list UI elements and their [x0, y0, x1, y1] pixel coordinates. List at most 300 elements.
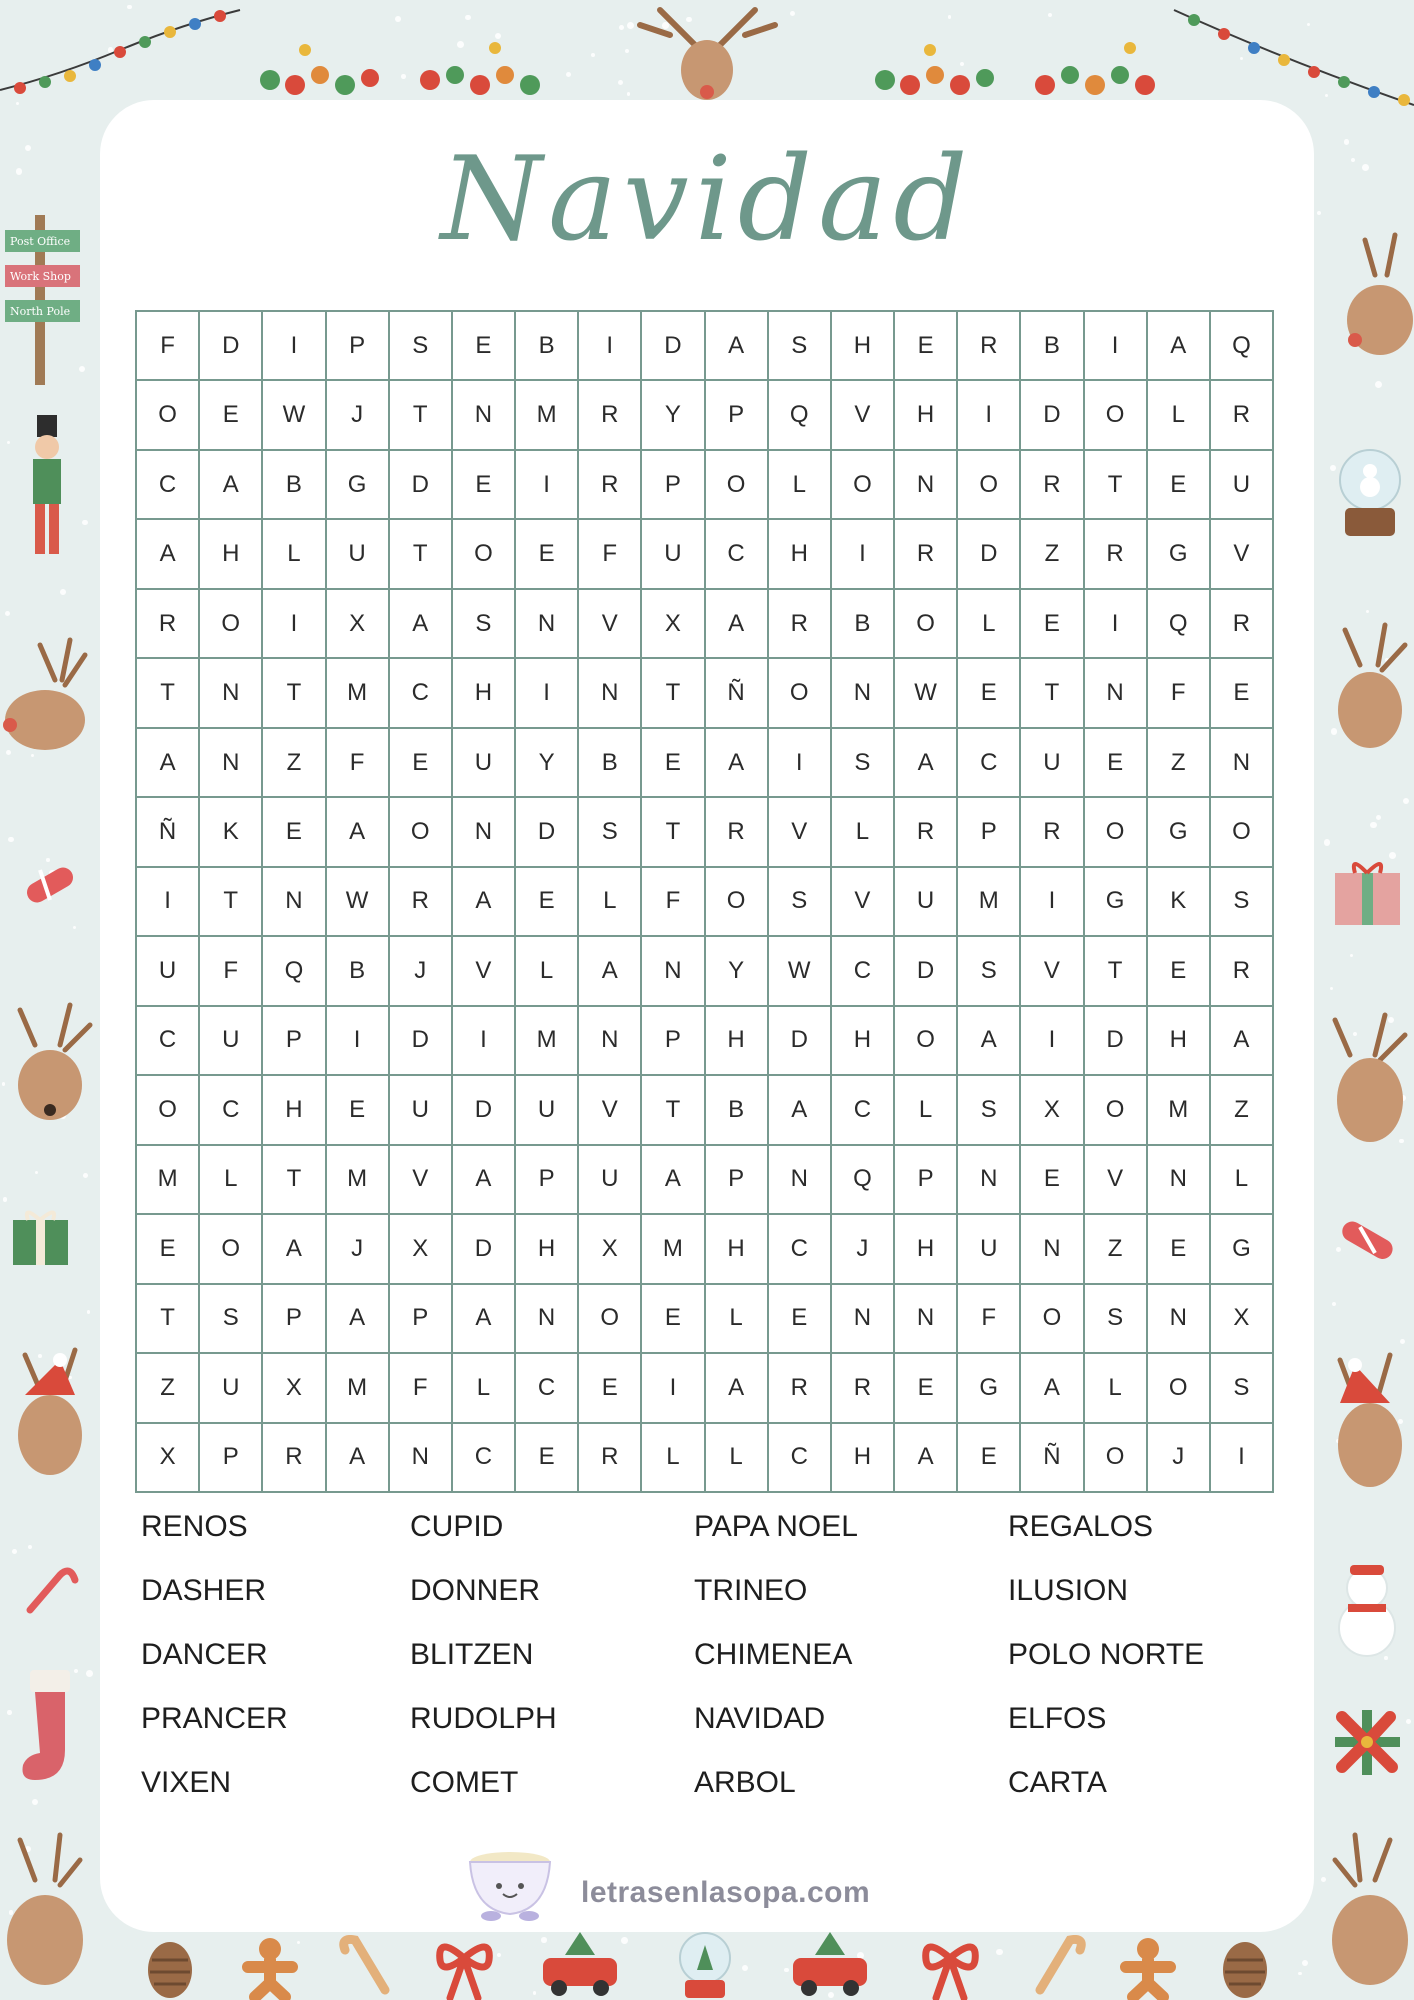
grid-cell[interactable]: O	[1085, 1424, 1148, 1493]
grid-cell[interactable]: O	[137, 381, 200, 450]
grid-cell[interactable]: I	[327, 1007, 390, 1076]
grid-cell[interactable]: E	[895, 312, 958, 381]
grid-cell[interactable]: H	[895, 381, 958, 450]
grid-cell[interactable]: E	[390, 729, 453, 798]
grid-cell[interactable]: P	[706, 1146, 769, 1215]
grid-cell[interactable]: P	[390, 1285, 453, 1354]
grid-cell[interactable]: B	[327, 937, 390, 1006]
grid-cell[interactable]: P	[263, 1285, 326, 1354]
grid-cell[interactable]: L	[706, 1424, 769, 1493]
grid-cell[interactable]: N	[453, 381, 516, 450]
grid-cell[interactable]: M	[327, 1354, 390, 1423]
grid-cell[interactable]: A	[642, 1146, 705, 1215]
grid-cell[interactable]: O	[832, 451, 895, 520]
grid-cell[interactable]: F	[390, 1354, 453, 1423]
grid-cell[interactable]: N	[200, 659, 263, 728]
grid-cell[interactable]: F	[1148, 659, 1211, 728]
grid-cell[interactable]: Y	[706, 937, 769, 1006]
grid-cell[interactable]: I	[1085, 590, 1148, 659]
grid-cell[interactable]: E	[1085, 729, 1148, 798]
grid-cell[interactable]: Z	[137, 1354, 200, 1423]
grid-cell[interactable]: K	[200, 798, 263, 867]
grid-cell[interactable]: S	[200, 1285, 263, 1354]
grid-cell[interactable]: H	[706, 1215, 769, 1284]
grid-cell[interactable]: N	[1148, 1285, 1211, 1354]
grid-cell[interactable]: O	[453, 520, 516, 589]
grid-cell[interactable]: I	[263, 590, 326, 659]
grid-cell[interactable]: X	[263, 1354, 326, 1423]
grid-cell[interactable]: H	[832, 1424, 895, 1493]
grid-cell[interactable]: T	[263, 659, 326, 728]
grid-cell[interactable]: O	[137, 1076, 200, 1145]
grid-cell[interactable]: E	[895, 1354, 958, 1423]
grid-cell[interactable]: D	[390, 451, 453, 520]
grid-cell[interactable]: C	[769, 1215, 832, 1284]
grid-cell[interactable]: L	[642, 1424, 705, 1493]
grid-cell[interactable]: A	[453, 1285, 516, 1354]
grid-cell[interactable]: O	[579, 1285, 642, 1354]
grid-cell[interactable]: S	[390, 312, 453, 381]
grid-cell[interactable]: S	[958, 937, 1021, 1006]
grid-cell[interactable]: V	[390, 1146, 453, 1215]
grid-cell[interactable]: U	[1211, 451, 1274, 520]
grid-cell[interactable]: Ñ	[137, 798, 200, 867]
grid-cell[interactable]: R	[832, 1354, 895, 1423]
grid-cell[interactable]: N	[453, 798, 516, 867]
grid-cell[interactable]: T	[137, 1285, 200, 1354]
grid-cell[interactable]: P	[706, 381, 769, 450]
grid-cell[interactable]: U	[579, 1146, 642, 1215]
grid-cell[interactable]: A	[1211, 1007, 1274, 1076]
grid-cell[interactable]: F	[642, 868, 705, 937]
grid-cell[interactable]: P	[895, 1146, 958, 1215]
grid-cell[interactable]: G	[1148, 798, 1211, 867]
grid-cell[interactable]: W	[263, 381, 326, 450]
grid-cell[interactable]: E	[769, 1285, 832, 1354]
grid-cell[interactable]: X	[390, 1215, 453, 1284]
grid-cell[interactable]: I	[516, 451, 579, 520]
grid-cell[interactable]: G	[1148, 520, 1211, 589]
grid-cell[interactable]: O	[1148, 1354, 1211, 1423]
grid-cell[interactable]: F	[579, 520, 642, 589]
grid-cell[interactable]: L	[453, 1354, 516, 1423]
grid-cell[interactable]: E	[1021, 590, 1084, 659]
grid-cell[interactable]: L	[1148, 381, 1211, 450]
grid-cell[interactable]: R	[579, 451, 642, 520]
grid-cell[interactable]: N	[895, 451, 958, 520]
grid-cell[interactable]: C	[137, 451, 200, 520]
grid-cell[interactable]: H	[516, 1215, 579, 1284]
grid-cell[interactable]: C	[516, 1354, 579, 1423]
grid-cell[interactable]: H	[832, 1007, 895, 1076]
grid-cell[interactable]: R	[1021, 451, 1084, 520]
grid-cell[interactable]: C	[137, 1007, 200, 1076]
grid-cell[interactable]: S	[453, 590, 516, 659]
grid-cell[interactable]: C	[390, 659, 453, 728]
grid-cell[interactable]: X	[137, 1424, 200, 1493]
grid-cell[interactable]: E	[200, 381, 263, 450]
grid-cell[interactable]: L	[706, 1285, 769, 1354]
grid-cell[interactable]: T	[390, 381, 453, 450]
grid-cell[interactable]: H	[200, 520, 263, 589]
grid-cell[interactable]: O	[706, 451, 769, 520]
grid-cell[interactable]: N	[1148, 1146, 1211, 1215]
grid-cell[interactable]: S	[958, 1076, 1021, 1145]
grid-cell[interactable]: U	[200, 1007, 263, 1076]
grid-cell[interactable]: W	[895, 659, 958, 728]
grid-cell[interactable]: C	[958, 729, 1021, 798]
grid-cell[interactable]: I	[642, 1354, 705, 1423]
grid-cell[interactable]: B	[706, 1076, 769, 1145]
grid-cell[interactable]: A	[263, 1215, 326, 1284]
grid-cell[interactable]: I	[832, 520, 895, 589]
grid-cell[interactable]: J	[1148, 1424, 1211, 1493]
grid-cell[interactable]: K	[1148, 868, 1211, 937]
grid-cell[interactable]: A	[137, 729, 200, 798]
grid-cell[interactable]: D	[1021, 381, 1084, 450]
grid-cell[interactable]: T	[642, 1076, 705, 1145]
grid-cell[interactable]: Ñ	[706, 659, 769, 728]
grid-cell[interactable]: V	[832, 868, 895, 937]
grid-cell[interactable]: Z	[1085, 1215, 1148, 1284]
grid-cell[interactable]: U	[958, 1215, 1021, 1284]
grid-cell[interactable]: E	[958, 1424, 1021, 1493]
grid-cell[interactable]: G	[1085, 868, 1148, 937]
grid-cell[interactable]: I	[137, 868, 200, 937]
grid-cell[interactable]: P	[642, 1007, 705, 1076]
grid-cell[interactable]: T	[263, 1146, 326, 1215]
grid-cell[interactable]: P	[516, 1146, 579, 1215]
grid-cell[interactable]: G	[1211, 1215, 1274, 1284]
grid-cell[interactable]: O	[706, 868, 769, 937]
grid-cell[interactable]: D	[642, 312, 705, 381]
grid-cell[interactable]: Q	[832, 1146, 895, 1215]
grid-cell[interactable]: O	[1085, 1076, 1148, 1145]
grid-cell[interactable]: E	[263, 798, 326, 867]
grid-cell[interactable]: N	[579, 1007, 642, 1076]
grid-cell[interactable]: A	[327, 1424, 390, 1493]
grid-cell[interactable]: I	[516, 659, 579, 728]
grid-cell[interactable]: I	[453, 1007, 516, 1076]
grid-cell[interactable]: A	[1021, 1354, 1084, 1423]
grid-cell[interactable]: D	[453, 1215, 516, 1284]
grid-cell[interactable]: O	[895, 590, 958, 659]
grid-cell[interactable]: U	[642, 520, 705, 589]
grid-cell[interactable]: T	[137, 659, 200, 728]
grid-cell[interactable]: C	[200, 1076, 263, 1145]
grid-cell[interactable]: A	[958, 1007, 1021, 1076]
grid-cell[interactable]: I	[1021, 1007, 1084, 1076]
grid-cell[interactable]: U	[137, 937, 200, 1006]
grid-cell[interactable]: S	[1085, 1285, 1148, 1354]
grid-cell[interactable]: A	[390, 590, 453, 659]
grid-cell[interactable]: N	[769, 1146, 832, 1215]
grid-cell[interactable]: N	[516, 1285, 579, 1354]
grid-cell[interactable]: W	[769, 937, 832, 1006]
grid-cell[interactable]: X	[642, 590, 705, 659]
grid-cell[interactable]: O	[895, 1007, 958, 1076]
grid-cell[interactable]: D	[200, 312, 263, 381]
grid-cell[interactable]: H	[1148, 1007, 1211, 1076]
grid-cell[interactable]: T	[1085, 937, 1148, 1006]
grid-cell[interactable]: O	[1085, 798, 1148, 867]
grid-cell[interactable]: I	[263, 312, 326, 381]
grid-cell[interactable]: N	[1085, 659, 1148, 728]
grid-cell[interactable]: J	[832, 1215, 895, 1284]
grid-cell[interactable]: L	[769, 451, 832, 520]
grid-cell[interactable]: R	[1021, 798, 1084, 867]
grid-cell[interactable]: V	[579, 1076, 642, 1145]
grid-cell[interactable]: C	[706, 520, 769, 589]
grid-cell[interactable]: U	[1021, 729, 1084, 798]
grid-cell[interactable]: N	[263, 868, 326, 937]
grid-cell[interactable]: D	[453, 1076, 516, 1145]
grid-cell[interactable]: A	[453, 1146, 516, 1215]
grid-cell[interactable]: E	[642, 729, 705, 798]
grid-cell[interactable]: Q	[1148, 590, 1211, 659]
grid-cell[interactable]: P	[642, 451, 705, 520]
grid-cell[interactable]: A	[895, 729, 958, 798]
grid-cell[interactable]: N	[642, 937, 705, 1006]
grid-cell[interactable]: F	[200, 937, 263, 1006]
grid-cell[interactable]: A	[706, 590, 769, 659]
grid-cell[interactable]: G	[327, 451, 390, 520]
grid-cell[interactable]: M	[327, 659, 390, 728]
grid-cell[interactable]: A	[200, 451, 263, 520]
grid-cell[interactable]: O	[1085, 381, 1148, 450]
grid-cell[interactable]: A	[327, 1285, 390, 1354]
grid-cell[interactable]: L	[516, 937, 579, 1006]
grid-cell[interactable]: T	[200, 868, 263, 937]
grid-cell[interactable]: U	[516, 1076, 579, 1145]
grid-cell[interactable]: Z	[1211, 1076, 1274, 1145]
grid-cell[interactable]: E	[579, 1354, 642, 1423]
grid-cell[interactable]: R	[706, 798, 769, 867]
grid-cell[interactable]: Z	[1148, 729, 1211, 798]
grid-cell[interactable]: U	[390, 1076, 453, 1145]
grid-cell[interactable]: F	[137, 312, 200, 381]
grid-cell[interactable]: N	[579, 659, 642, 728]
grid-cell[interactable]: E	[1021, 1146, 1084, 1215]
grid-cell[interactable]: Q	[769, 381, 832, 450]
grid-cell[interactable]: A	[706, 312, 769, 381]
grid-cell[interactable]: A	[579, 937, 642, 1006]
grid-cell[interactable]: S	[1211, 868, 1274, 937]
grid-cell[interactable]: V	[1085, 1146, 1148, 1215]
grid-cell[interactable]: E	[1148, 937, 1211, 1006]
grid-cell[interactable]: D	[895, 937, 958, 1006]
grid-cell[interactable]: Ñ	[1021, 1424, 1084, 1493]
grid-cell[interactable]: J	[390, 937, 453, 1006]
grid-cell[interactable]: E	[137, 1215, 200, 1284]
grid-cell[interactable]: S	[769, 312, 832, 381]
grid-cell[interactable]: E	[1211, 659, 1274, 728]
grid-cell[interactable]: H	[769, 520, 832, 589]
grid-cell[interactable]: R	[895, 520, 958, 589]
grid-cell[interactable]: W	[327, 868, 390, 937]
grid-cell[interactable]: O	[390, 798, 453, 867]
grid-cell[interactable]: E	[516, 520, 579, 589]
grid-cell[interactable]: M	[327, 1146, 390, 1215]
grid-cell[interactable]: E	[958, 659, 1021, 728]
grid-cell[interactable]: H	[263, 1076, 326, 1145]
grid-cell[interactable]: B	[579, 729, 642, 798]
grid-cell[interactable]: I	[958, 381, 1021, 450]
grid-cell[interactable]: Q	[1211, 312, 1274, 381]
grid-cell[interactable]: P	[958, 798, 1021, 867]
grid-cell[interactable]: L	[895, 1076, 958, 1145]
grid-cell[interactable]: R	[579, 1424, 642, 1493]
grid-cell[interactable]: V	[769, 798, 832, 867]
grid-cell[interactable]: U	[327, 520, 390, 589]
grid-cell[interactable]: B	[263, 451, 326, 520]
grid-cell[interactable]: C	[832, 1076, 895, 1145]
grid-cell[interactable]: S	[832, 729, 895, 798]
grid-cell[interactable]: V	[453, 937, 516, 1006]
grid-cell[interactable]: Z	[263, 729, 326, 798]
grid-cell[interactable]: B	[516, 312, 579, 381]
grid-cell[interactable]: E	[516, 1424, 579, 1493]
grid-cell[interactable]: N	[390, 1424, 453, 1493]
grid-cell[interactable]: H	[895, 1215, 958, 1284]
grid-cell[interactable]: G	[958, 1354, 1021, 1423]
grid-cell[interactable]: N	[832, 659, 895, 728]
grid-cell[interactable]: O	[200, 590, 263, 659]
grid-cell[interactable]: D	[1085, 1007, 1148, 1076]
grid-cell[interactable]: I	[769, 729, 832, 798]
grid-cell[interactable]: A	[769, 1076, 832, 1145]
grid-cell[interactable]: N	[895, 1285, 958, 1354]
grid-cell[interactable]: N	[1021, 1215, 1084, 1284]
grid-cell[interactable]: F	[327, 729, 390, 798]
grid-cell[interactable]: I	[579, 312, 642, 381]
grid-cell[interactable]: P	[327, 312, 390, 381]
grid-cell[interactable]: I	[1211, 1424, 1274, 1493]
grid-cell[interactable]: V	[1021, 937, 1084, 1006]
grid-cell[interactable]: A	[137, 520, 200, 589]
grid-cell[interactable]: E	[1148, 451, 1211, 520]
grid-cell[interactable]: C	[832, 937, 895, 1006]
grid-cell[interactable]: D	[390, 1007, 453, 1076]
grid-cell[interactable]: L	[579, 868, 642, 937]
grid-cell[interactable]: R	[1211, 937, 1274, 1006]
grid-cell[interactable]: Q	[263, 937, 326, 1006]
grid-cell[interactable]: Y	[516, 729, 579, 798]
grid-cell[interactable]: O	[1211, 798, 1274, 867]
grid-cell[interactable]: F	[958, 1285, 1021, 1354]
grid-cell[interactable]: X	[1211, 1285, 1274, 1354]
grid-cell[interactable]: M	[1148, 1076, 1211, 1145]
grid-cell[interactable]: X	[579, 1215, 642, 1284]
grid-cell[interactable]: A	[706, 729, 769, 798]
grid-cell[interactable]: A	[895, 1424, 958, 1493]
grid-cell[interactable]: N	[516, 590, 579, 659]
grid-cell[interactable]: I	[1085, 312, 1148, 381]
grid-cell[interactable]: R	[769, 590, 832, 659]
grid-cell[interactable]: N	[200, 729, 263, 798]
grid-cell[interactable]: Y	[642, 381, 705, 450]
grid-cell[interactable]: A	[453, 868, 516, 937]
grid-cell[interactable]: S	[1211, 1354, 1274, 1423]
grid-cell[interactable]: L	[1085, 1354, 1148, 1423]
grid-cell[interactable]: U	[200, 1354, 263, 1423]
grid-cell[interactable]: P	[200, 1424, 263, 1493]
grid-cell[interactable]: B	[832, 590, 895, 659]
grid-cell[interactable]: I	[1021, 868, 1084, 937]
grid-cell[interactable]: H	[832, 312, 895, 381]
grid-cell[interactable]: C	[769, 1424, 832, 1493]
grid-cell[interactable]: C	[453, 1424, 516, 1493]
grid-cell[interactable]: B	[1021, 312, 1084, 381]
grid-cell[interactable]: T	[1085, 451, 1148, 520]
grid-cell[interactable]: M	[137, 1146, 200, 1215]
grid-cell[interactable]: J	[327, 1215, 390, 1284]
grid-cell[interactable]: A	[327, 798, 390, 867]
grid-cell[interactable]: O	[769, 659, 832, 728]
grid-cell[interactable]: R	[1085, 520, 1148, 589]
grid-cell[interactable]: A	[1148, 312, 1211, 381]
grid-cell[interactable]: E	[327, 1076, 390, 1145]
grid-cell[interactable]: O	[958, 451, 1021, 520]
grid-cell[interactable]: L	[263, 520, 326, 589]
grid-cell[interactable]: E	[642, 1285, 705, 1354]
grid-cell[interactable]: N	[1211, 729, 1274, 798]
grid-cell[interactable]: R	[769, 1354, 832, 1423]
grid-cell[interactable]: A	[706, 1354, 769, 1423]
grid-cell[interactable]: D	[516, 798, 579, 867]
grid-cell[interactable]: T	[1021, 659, 1084, 728]
grid-cell[interactable]: V	[1211, 520, 1274, 589]
grid-cell[interactable]: T	[390, 520, 453, 589]
grid-cell[interactable]: R	[895, 798, 958, 867]
grid-cell[interactable]: X	[327, 590, 390, 659]
grid-cell[interactable]: R	[1211, 590, 1274, 659]
grid-cell[interactable]: U	[453, 729, 516, 798]
grid-cell[interactable]: E	[516, 868, 579, 937]
grid-cell[interactable]: M	[516, 381, 579, 450]
grid-cell[interactable]: E	[453, 451, 516, 520]
grid-cell[interactable]: O	[200, 1215, 263, 1284]
grid-cell[interactable]: R	[1211, 381, 1274, 450]
grid-cell[interactable]: P	[263, 1007, 326, 1076]
grid-cell[interactable]: H	[453, 659, 516, 728]
grid-cell[interactable]: M	[516, 1007, 579, 1076]
grid-cell[interactable]: H	[706, 1007, 769, 1076]
grid-cell[interactable]: L	[958, 590, 1021, 659]
grid-cell[interactable]: E	[453, 312, 516, 381]
grid-cell[interactable]: L	[200, 1146, 263, 1215]
grid-cell[interactable]: S	[579, 798, 642, 867]
grid-cell[interactable]: E	[1148, 1215, 1211, 1284]
website-link[interactable]: letrasenlasopa.com	[581, 1876, 871, 1909]
grid-cell[interactable]: U	[895, 868, 958, 937]
grid-cell[interactable]: X	[1021, 1076, 1084, 1145]
grid-cell[interactable]: V	[579, 590, 642, 659]
grid-cell[interactable]: T	[642, 798, 705, 867]
grid-cell[interactable]: M	[958, 868, 1021, 937]
grid-cell[interactable]: R	[263, 1424, 326, 1493]
grid-cell[interactable]: N	[958, 1146, 1021, 1215]
grid-cell[interactable]: J	[327, 381, 390, 450]
grid-cell[interactable]: L	[832, 798, 895, 867]
grid-cell[interactable]: D	[958, 520, 1021, 589]
grid-cell[interactable]: R	[958, 312, 1021, 381]
grid-cell[interactable]: O	[1021, 1285, 1084, 1354]
grid-cell[interactable]: D	[769, 1007, 832, 1076]
grid-cell[interactable]: M	[642, 1215, 705, 1284]
grid-cell[interactable]: R	[137, 590, 200, 659]
grid-cell[interactable]: V	[832, 381, 895, 450]
